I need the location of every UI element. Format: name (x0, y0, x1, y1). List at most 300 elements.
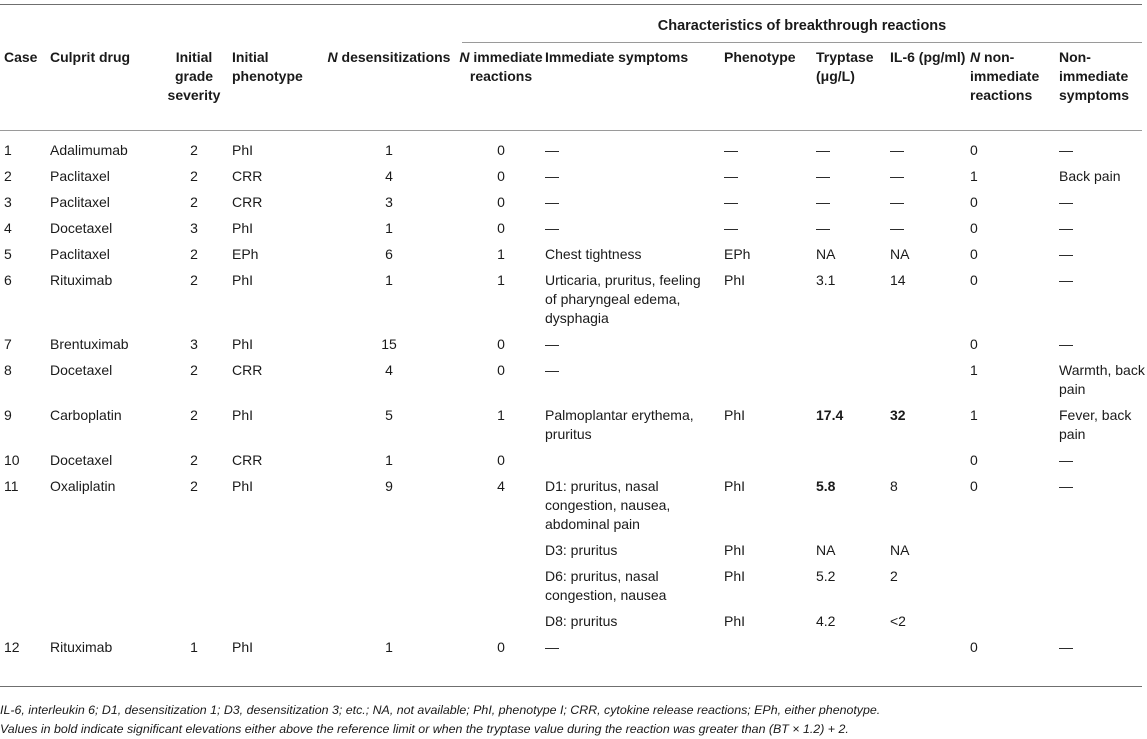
cell-tryptase (816, 141, 890, 167)
cell-culprit-drug (50, 245, 156, 271)
cell-text: — (816, 220, 830, 236)
cell-text: 6 (385, 246, 393, 262)
cell-nonimmediate-symptoms (1059, 193, 1147, 219)
cell-nonimmediate-symptoms (1059, 541, 1147, 567)
footnotes (0, 701, 880, 739)
cell-initial-grade (156, 451, 232, 477)
cell-text: — (816, 194, 830, 210)
cell-n-desensitizations (321, 612, 457, 638)
cell-immediate-symptoms (545, 406, 724, 451)
cell-tryptase (816, 567, 890, 612)
cell-initial-grade (156, 541, 232, 567)
cell-text: Chest tightness (545, 246, 642, 262)
cell-text: D8: pruritus (545, 613, 618, 629)
cell-initial-phenotype (232, 567, 321, 612)
top-rule (0, 4, 1142, 5)
cell-text: — (545, 142, 559, 158)
col-header-n-symbol: N (327, 49, 338, 65)
cell-culprit-drug (50, 361, 156, 406)
cell-text: 0 (497, 194, 505, 210)
cell-text: 4.2 (816, 613, 836, 629)
cell-nonimmediate-symptoms (1059, 567, 1147, 612)
cell-initial-grade (156, 245, 232, 271)
cell-il6 (890, 406, 970, 451)
cell-initial-grade (156, 406, 232, 451)
cell-text: Back pain (1059, 168, 1121, 184)
cell-culprit-drug (50, 612, 156, 638)
cell-text: — (890, 194, 904, 210)
col-header-n-nonimmediate (970, 48, 1059, 105)
cell-immediate-symptoms (545, 638, 724, 664)
cell-text: 0 (497, 220, 505, 236)
cell-text: 5 (385, 407, 393, 423)
table-row (0, 612, 1147, 638)
cell-text: <2 (890, 613, 906, 629)
cell-n-desensitizations (321, 193, 457, 219)
cell-text: Paclitaxel (50, 168, 110, 184)
cell-text: 9 (4, 407, 12, 423)
cell-text: PhI (724, 478, 746, 494)
cell-text: 4 (385, 168, 393, 184)
group-header-rule (462, 42, 1142, 43)
header-row (0, 48, 1147, 105)
cell-text: 12 (4, 639, 20, 655)
table-body (0, 141, 1147, 664)
cell-case (0, 477, 50, 541)
cell-initial-grade (156, 638, 232, 664)
cell-initial-phenotype (232, 361, 321, 406)
cell-n-desensitizations (321, 638, 457, 664)
cell-text: 0 (970, 142, 978, 158)
table-row (0, 219, 1147, 245)
cell-n-immediate (457, 271, 545, 335)
cell-text: 5 (4, 246, 12, 262)
col-header-il6 (890, 48, 970, 105)
cell-case (0, 406, 50, 451)
cell-text: 11 (4, 478, 19, 494)
cell-text: 1 (497, 407, 505, 423)
cell-n-nonimmediate (970, 612, 1059, 638)
cell-phenotype (724, 567, 816, 612)
table-row (0, 541, 1147, 567)
cell-text: — (545, 194, 559, 210)
col-header-case (0, 48, 50, 105)
cell-tryptase (816, 451, 890, 477)
cell-tryptase (816, 406, 890, 451)
cell-text: — (890, 168, 904, 184)
cell-text: PhI (724, 613, 746, 629)
cell-initial-phenotype (232, 477, 321, 541)
col-header-culprit-drug (50, 48, 156, 105)
cell-case (0, 141, 50, 167)
cell-text: Paclitaxel (50, 194, 110, 210)
cell-il6 (890, 245, 970, 271)
cell-immediate-symptoms (545, 167, 724, 193)
cell-case (0, 167, 50, 193)
cell-culprit-drug (50, 335, 156, 361)
cell-n-immediate (457, 167, 545, 193)
cell-n-desensitizations (321, 406, 457, 451)
group-header: Characteristics of breakthrough reactions (657, 18, 947, 34)
cell-text: — (1059, 142, 1073, 158)
cell-text: — (724, 220, 738, 236)
cell-text: Warmth, back pain (1059, 362, 1145, 397)
cell-immediate-symptoms (545, 451, 724, 477)
cell-phenotype (724, 335, 816, 361)
cell-text: 1 (970, 362, 978, 378)
cell-text: — (1059, 639, 1073, 655)
cell-text: 3.1 (816, 272, 836, 288)
cell-text: 2 (190, 142, 198, 158)
footnote-abbreviations: IL-6, interleukin 6; D1, desensitization 1; D3, desensitization 3; etc.; NA, not available; PhI, phenotype I; CRR, cytokine release reactions; EPh, either phenotype. (0, 703, 881, 717)
cell-il6 (890, 477, 970, 541)
cell-phenotype (724, 638, 816, 664)
cell-il6 (890, 167, 970, 193)
cell-il6 (890, 141, 970, 167)
table-row (0, 193, 1147, 219)
cell-initial-grade (156, 567, 232, 612)
cell-initial-phenotype (232, 193, 321, 219)
col-header-n-symbol: N (459, 49, 470, 65)
cell-text: 3 (190, 336, 198, 352)
cell-text: 2 (890, 568, 898, 584)
cell-text: PhI (232, 336, 254, 352)
cell-text: 0 (970, 336, 978, 352)
cell-il6 (890, 638, 970, 664)
cell-text: — (1059, 478, 1073, 494)
cell-text: NA (890, 246, 910, 262)
cell-text: Docetaxel (50, 452, 113, 468)
cell-nonimmediate-symptoms (1059, 271, 1147, 335)
cell-text: PhI (232, 272, 254, 288)
cell-text: — (890, 142, 904, 158)
cell-n-nonimmediate (970, 477, 1059, 541)
col-header-label: Phenotype (724, 49, 796, 65)
cell-phenotype (724, 245, 816, 271)
cell-text: 0 (970, 246, 978, 262)
cell-text: 2 (190, 407, 198, 423)
cell-n-immediate (457, 335, 545, 361)
cell-n-nonimmediate (970, 245, 1059, 271)
table-row (0, 245, 1147, 271)
cell-initial-phenotype (232, 451, 321, 477)
cell-text: 2 (190, 478, 198, 494)
header-rule (0, 130, 1142, 131)
cell-nonimmediate-symptoms (1059, 245, 1147, 271)
cell-tryptase (816, 335, 890, 361)
col-header-label: IL-6 (pg/ml) (890, 49, 966, 65)
cell-text: 3 (385, 194, 393, 210)
cell-text: — (724, 194, 738, 210)
cell-text: 7 (4, 336, 12, 352)
cell-phenotype (724, 406, 816, 451)
cell-text: 1 (497, 272, 505, 288)
cell-text: 1 (385, 272, 393, 288)
cell-tryptase (816, 245, 890, 271)
cell-initial-grade (156, 361, 232, 406)
cell-n-immediate (457, 567, 545, 612)
cell-text: — (1059, 336, 1073, 352)
cell-phenotype (724, 361, 816, 406)
col-header-n-immediate (457, 48, 545, 105)
cell-il6 (890, 219, 970, 245)
cell-text: PhI (232, 639, 254, 655)
cell-text: 0 (970, 639, 978, 655)
table-row (0, 477, 1147, 541)
cell-text: 0 (497, 452, 505, 468)
cell-n-nonimmediate (970, 451, 1059, 477)
cell-text: 8 (890, 478, 898, 494)
cell-text: NA (816, 542, 836, 558)
cell-text: — (724, 168, 738, 184)
col-header-initial-phenotype (232, 48, 321, 105)
cell-culprit-drug (50, 541, 156, 567)
cell-tryptase (816, 361, 890, 406)
cell-initial-phenotype (232, 638, 321, 664)
cell-text: 1 (970, 407, 978, 423)
cell-il6 (890, 612, 970, 638)
cell-nonimmediate-symptoms (1059, 451, 1147, 477)
col-header-label: Initial phenotype (232, 49, 303, 84)
cell-nonimmediate-symptoms (1059, 612, 1147, 638)
cell-case (0, 638, 50, 664)
cell-culprit-drug (50, 219, 156, 245)
cell-n-immediate (457, 141, 545, 167)
cell-culprit-drug (50, 638, 156, 664)
cell-nonimmediate-symptoms (1059, 477, 1147, 541)
cell-n-nonimmediate (970, 406, 1059, 451)
cell-n-immediate (457, 638, 545, 664)
cell-text: CRR (232, 362, 263, 378)
cell-text: Rituximab (50, 639, 113, 655)
cell-n-immediate (457, 193, 545, 219)
cell-text: EPh (232, 246, 259, 262)
col-header-label: Culprit drug (50, 49, 131, 65)
cell-text: 0 (970, 452, 978, 468)
cell-phenotype (724, 451, 816, 477)
cell-case (0, 541, 50, 567)
cell-culprit-drug (50, 477, 156, 541)
cell-initial-grade (156, 193, 232, 219)
cell-text: 0 (970, 478, 978, 494)
cell-text: Urticaria, pruritus, feeling of pharyngeal edema, dysphagia (545, 272, 701, 326)
cell-text: — (724, 142, 738, 158)
col-header-initial-grade (156, 48, 232, 105)
cell-initial-grade (156, 167, 232, 193)
cell-text: — (816, 168, 830, 184)
cell-n-desensitizations (321, 451, 457, 477)
cell-phenotype (724, 167, 816, 193)
cell-case (0, 271, 50, 335)
cell-nonimmediate-symptoms (1059, 638, 1147, 664)
cell-case (0, 335, 50, 361)
cell-il6 (890, 541, 970, 567)
cell-immediate-symptoms (545, 361, 724, 406)
cell-text: 0 (970, 220, 978, 236)
col-header-label: Initial grade severity (167, 49, 221, 103)
cell-nonimmediate-symptoms (1059, 219, 1147, 245)
cell-n-desensitizations (321, 361, 457, 406)
cell-tryptase (816, 477, 890, 541)
cell-text: 0 (497, 639, 505, 655)
table-row (0, 271, 1147, 335)
cell-text: 10 (4, 452, 20, 468)
cell-text: — (1059, 220, 1073, 236)
cell-n-desensitizations (321, 271, 457, 335)
cell-text: PhI (232, 407, 254, 423)
cell-text: 8 (4, 362, 12, 378)
cell-text: 0 (497, 142, 505, 158)
table-header (0, 48, 1147, 105)
cell-culprit-drug (50, 141, 156, 167)
cell-text: — (1059, 194, 1073, 210)
cell-n-desensitizations (321, 245, 457, 271)
col-header-nonimmediate-symptoms (1059, 48, 1147, 105)
cell-text: — (545, 362, 559, 378)
cell-culprit-drug (50, 567, 156, 612)
cell-text: — (545, 220, 559, 236)
cell-text: Docetaxel (50, 362, 113, 378)
cell-text: Rituximab (50, 272, 113, 288)
col-header-label: non-immediate reactions (970, 49, 1040, 103)
cell-culprit-drug (50, 193, 156, 219)
cell-immediate-symptoms (545, 141, 724, 167)
cell-text: 0 (497, 336, 505, 352)
cell-text: 0 (970, 194, 978, 210)
cell-initial-phenotype (232, 335, 321, 361)
cell-text: Carboplatin (50, 407, 122, 423)
cell-immediate-symptoms (545, 335, 724, 361)
cell-initial-phenotype (232, 271, 321, 335)
cell-text: 1 (385, 220, 393, 236)
table-row (0, 361, 1147, 406)
cell-culprit-drug (50, 406, 156, 451)
cell-immediate-symptoms (545, 477, 724, 541)
cell-text: 6 (4, 272, 12, 288)
table-row (0, 406, 1147, 451)
cell-tryptase (816, 612, 890, 638)
cell-text: 5.2 (816, 568, 836, 584)
cell-text: 9 (385, 478, 393, 494)
cell-text: 3 (4, 194, 12, 210)
cell-text: CRR (232, 194, 263, 210)
cell-text: 1 (385, 142, 393, 158)
cell-n-immediate (457, 541, 545, 567)
cell-case (0, 451, 50, 477)
cell-initial-phenotype (232, 141, 321, 167)
cell-phenotype (724, 193, 816, 219)
cell-text: — (545, 168, 559, 184)
table-row (0, 167, 1147, 193)
cell-text: 2 (190, 362, 198, 378)
cell-n-desensitizations (321, 541, 457, 567)
cell-text: Adalimumab (50, 142, 128, 158)
cell-text: 15 (381, 336, 397, 352)
col-header-label: Immediate symptoms (545, 49, 689, 65)
table-row (0, 567, 1147, 612)
cell-il6 (890, 335, 970, 361)
cell-text: 2 (190, 452, 198, 468)
table-row (0, 638, 1147, 664)
cell-n-nonimmediate (970, 361, 1059, 406)
cell-text: Oxaliplatin (50, 478, 116, 494)
cell-n-desensitizations (321, 219, 457, 245)
cell-culprit-drug (50, 451, 156, 477)
cell-n-nonimmediate (970, 335, 1059, 361)
cell-text: D6: pruritus, nasal congestion, nausea (545, 568, 667, 603)
cell-n-nonimmediate (970, 271, 1059, 335)
cell-phenotype (724, 477, 816, 541)
cell-n-immediate (457, 245, 545, 271)
cell-text: — (1059, 272, 1073, 288)
cell-text: 2 (190, 272, 198, 288)
cell-text: NA (816, 246, 836, 262)
cell-initial-grade (156, 335, 232, 361)
cell-initial-phenotype (232, 167, 321, 193)
cell-text: 2 (190, 246, 198, 262)
cell-immediate-symptoms (545, 612, 724, 638)
cell-text: 3 (190, 220, 198, 236)
cell-n-desensitizations (321, 477, 457, 541)
col-header-phenotype (724, 48, 816, 105)
cell-text: NA (890, 542, 910, 558)
col-header-label: Case (4, 49, 38, 65)
col-header-label: Non-immediate symptoms (1059, 49, 1130, 103)
cell-il6 (890, 193, 970, 219)
cell-initial-phenotype (232, 406, 321, 451)
cell-text: PhI (232, 478, 254, 494)
cell-phenotype (724, 612, 816, 638)
footnote-bold-note: Values in bold indicate significant elevations either above the reference limit or when the tryptase value during the reaction was greater than (BT × 1.2) + 2. (0, 722, 849, 736)
cell-text: — (1059, 452, 1073, 468)
cell-text: 2 (190, 168, 198, 184)
cell-text: 0 (497, 168, 505, 184)
col-header-n-desensitizations (321, 48, 457, 105)
cell-text: Fever, back pain (1059, 407, 1132, 442)
cell-text: 2 (190, 194, 198, 210)
cell-case (0, 567, 50, 612)
cell-text: CRR (232, 452, 263, 468)
cell-immediate-symptoms (545, 567, 724, 612)
cell-n-immediate (457, 406, 545, 451)
cell-n-nonimmediate (970, 541, 1059, 567)
cell-initial-phenotype (232, 245, 321, 271)
col-header-immediate-symptoms (545, 48, 724, 105)
cell-n-desensitizations (321, 567, 457, 612)
cell-n-nonimmediate (970, 638, 1059, 664)
cell-immediate-symptoms (545, 219, 724, 245)
cell-text: 1 (970, 168, 978, 184)
col-header-n-symbol: N (970, 49, 981, 65)
cell-n-nonimmediate (970, 567, 1059, 612)
cell-culprit-drug (50, 167, 156, 193)
cell-text: — (1059, 246, 1073, 262)
cell-text: D1: pruritus, nasal congestion, nausea, abdominal pain (545, 478, 671, 532)
cell-phenotype (724, 541, 816, 567)
cell-case (0, 219, 50, 245)
cell-text: 5.8 (816, 478, 836, 494)
cell-culprit-drug (50, 271, 156, 335)
cell-text: 1 (385, 452, 393, 468)
cell-phenotype (724, 141, 816, 167)
cell-il6 (890, 361, 970, 406)
cell-initial-grade (156, 477, 232, 541)
cell-n-desensitizations (321, 167, 457, 193)
cell-n-desensitizations (321, 141, 457, 167)
cell-text: 1 (190, 639, 198, 655)
cell-immediate-symptoms (545, 193, 724, 219)
cell-case (0, 361, 50, 406)
